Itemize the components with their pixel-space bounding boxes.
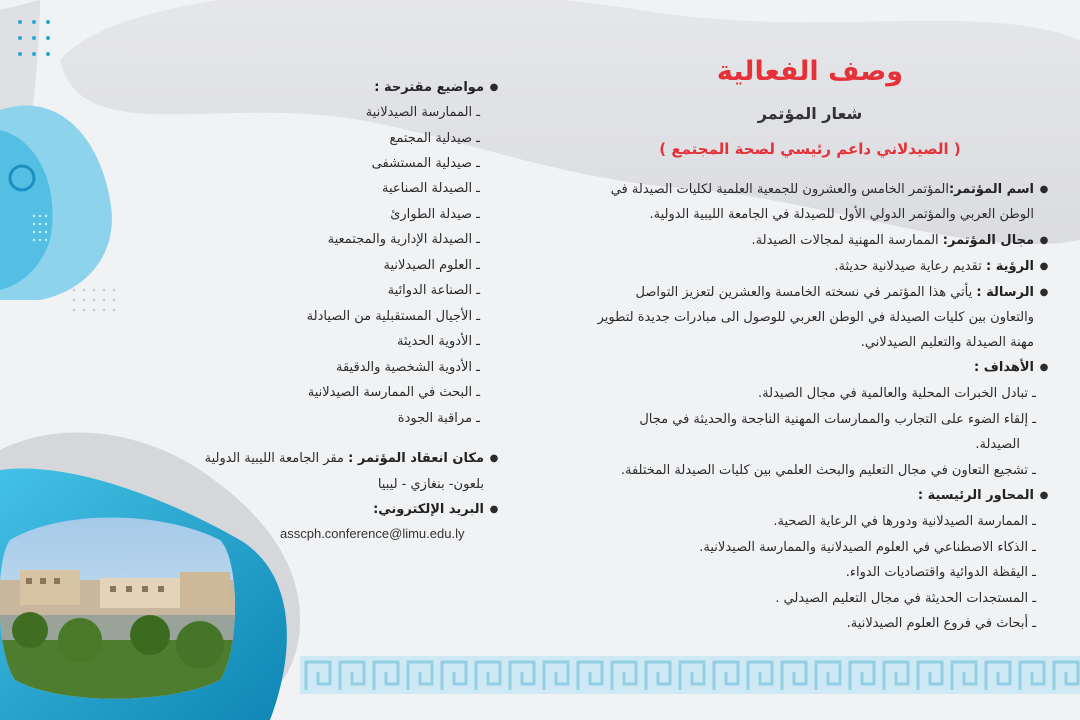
list-item: ـ الصيدلة الإدارية والمجتمعية bbox=[327, 232, 480, 247]
list-item: ـ المستجدات الحديثة في مجال التعليم الصيدلي . bbox=[775, 591, 1036, 606]
slogan-title: شعار المؤتمر bbox=[757, 104, 863, 123]
bullet-icon: ● bbox=[489, 453, 499, 464]
conference-name-line bbox=[570, 180, 1050, 202]
list-item: ـ الصناعة الدوائية bbox=[387, 283, 480, 298]
conference-name-text: المؤتمر الخامس والعشرون للجمعية العلمية لكليات الصيدلة في bbox=[610, 182, 949, 197]
list-item: ـ صيدلية المجتمع bbox=[389, 131, 480, 146]
list-item: ـ العلوم الصيدلانية bbox=[383, 258, 480, 273]
page-title: وصف الفعالية bbox=[716, 56, 904, 87]
conference-field-label: مجال المؤتمر: bbox=[942, 233, 1034, 248]
list-item: ـ البحث في الممارسة الصيدلانية bbox=[307, 385, 480, 400]
bullet-icon: ● bbox=[1039, 362, 1049, 373]
message-line bbox=[570, 283, 1050, 305]
list-item: ـ الأدوية الحديثة bbox=[396, 334, 480, 349]
bullet-icon: ● bbox=[489, 82, 499, 93]
vision-text: تقديم رعاية صيدلانية حديثة. bbox=[834, 259, 982, 274]
conference-name-label: اسم المؤتمر: bbox=[948, 182, 1034, 197]
message-text-3: مهنة الصيدلة والتعليم الصيدلاني. bbox=[860, 335, 1034, 350]
slogan-text: ( الصيدلاني داعم رئيسي لصحة المجتمع ) bbox=[659, 140, 961, 158]
list-item: ـ الصيدلة الصناعية bbox=[382, 181, 480, 196]
list-item: ـ الأجيال المستقبلية من الصيادلة bbox=[306, 309, 480, 324]
bullet-icon: ● bbox=[1039, 490, 1049, 501]
list-item: ـ مراقبة الجودة bbox=[397, 411, 480, 426]
conference-field-text: الممارسة المهنية لمجالات الصيدلة. bbox=[751, 233, 939, 248]
axes-label: المحاور الرئيسية : bbox=[917, 488, 1034, 503]
list-item: ـ الأدوية الشخصية والدقيقة bbox=[336, 360, 480, 375]
list-item: الصيدلة. bbox=[975, 437, 1020, 452]
list-item: ـ الممارسة الصيدلانية ودورها في الرعاية الصحية. bbox=[773, 514, 1036, 529]
topics-section bbox=[190, 72, 500, 552]
message-text: يأتي هذا المؤتمر في نسخته الخامسة والعشرين لتعزيز التواصل bbox=[635, 285, 973, 300]
goals-label: الأهداف : bbox=[974, 360, 1034, 375]
message-text-2: والتعاون بين كليات الصيدلة في الوطن العربي للوصول الى مبادرات جديدة لتطوير bbox=[597, 310, 1034, 325]
list-item: ـ صيدلية المستشفى bbox=[371, 156, 480, 171]
bullet-icon: ● bbox=[1039, 235, 1049, 246]
vision-label: الرؤية : bbox=[986, 259, 1034, 274]
conference-field-line bbox=[570, 231, 1050, 253]
list-item: ـ الذكاء الاصطناعي في العلوم الصيدلانية والممارسة الصيدلانية. bbox=[699, 540, 1036, 555]
topics-label: مواضيع مقترحة : bbox=[374, 80, 484, 95]
bullet-icon: ● bbox=[1039, 261, 1049, 272]
venue-city: بلعون- بنغازي - ليبيا bbox=[377, 477, 484, 492]
list-item: ـ تشجيع التعاون في مجال التعليم والبحث العلمي بين كليات الصيدلة المختلفة. bbox=[620, 463, 1036, 478]
vision-line bbox=[570, 257, 1050, 279]
bullet-icon: ● bbox=[1039, 184, 1049, 195]
list-item: ـ تبادل الخبرات المحلية والعالمية في مجال الصيدلة. bbox=[758, 386, 1036, 401]
list-item: ـ إلقاء الضوء على التجارب والممارسات المهنية الناجحة والحديثة في مجال bbox=[639, 412, 1036, 427]
venue-text: مقر الجامعة الليبية الدولية bbox=[204, 451, 345, 466]
message-label: الرسالة : bbox=[976, 285, 1034, 300]
email-address[interactable]: asscph.conference@limu.edu.ly bbox=[280, 526, 465, 541]
list-item: ـ الممارسة الصيدلانية bbox=[365, 105, 480, 120]
email-label: البريد الإلكتروني: bbox=[373, 502, 484, 517]
axes-heading bbox=[570, 486, 1050, 508]
bullet-icon: ● bbox=[1039, 287, 1049, 298]
list-item: ـ اليقظة الدوائية واقتصاديات الدواء. bbox=[845, 565, 1036, 580]
bullet-icon: ● bbox=[489, 504, 499, 515]
venue-label: مكان انعقاد المؤتمر : bbox=[348, 451, 484, 466]
list-item: ـ أبحاث في فروع العلوم الصيدلانية. bbox=[846, 616, 1036, 631]
conference-name-text-2: الوطن العربي والمؤتمر الدولي الأول للصيدلة في الجامعة الليبية الدولية. bbox=[649, 207, 1034, 222]
list-item: ـ صيدلة الطوارئ bbox=[390, 207, 480, 222]
event-description-section bbox=[570, 50, 1050, 650]
goals-heading bbox=[570, 358, 1050, 380]
